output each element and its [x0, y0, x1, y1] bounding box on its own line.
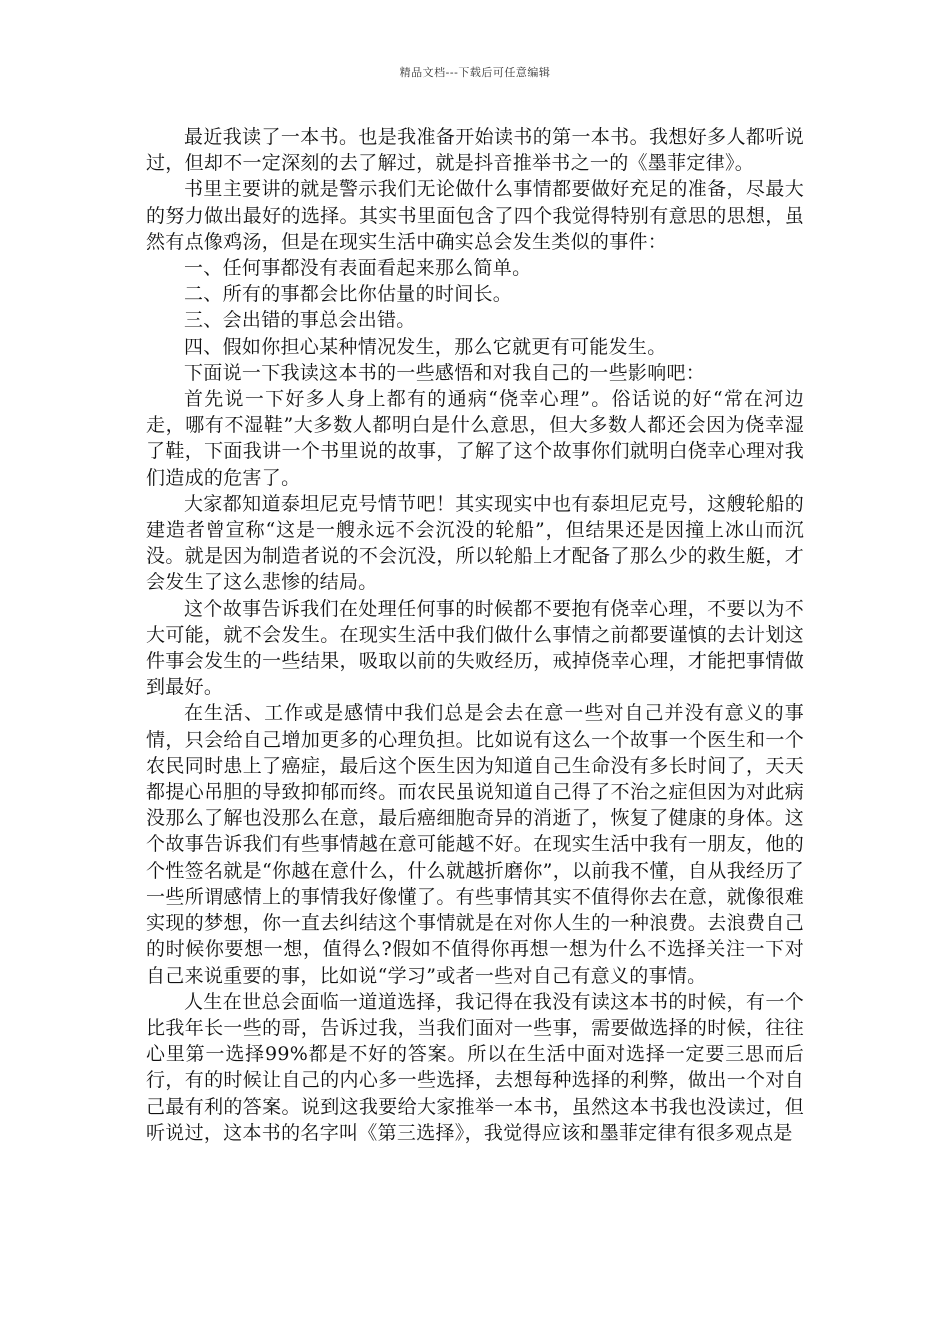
- page-header: 精品文档---下载后可任意编辑: [399, 66, 551, 79]
- paragraph-choices: 人生在世总会面临一道道选择，我记得在我没有读这本书的时候，有一个比我年长一些的哥，告诉过我，当我们面对一些事，需要做选择的时候，往往心里第一选择99%都是不好的答案。所以在生活中面对选择一定要三思而后行，有的时候让自己的内心多一些选择，去想每种选择的利弊，做出一个对自己最有利的答案。说到这我要给大家推举一本书，虽然这本书我也没读过，但听说过，这本书的名字叫《第三选择》，我觉得应该和墨菲定律有很多观点是: [146, 990, 804, 1144]
- list-item-2: 二、所有的事都会比你估量的时间长。: [184, 283, 513, 306]
- paragraph-lesson: 这个故事告诉我们在处理任何事的时候都不要抱有侥幸心理，不要以为不大可能，就不会发生。在现实生活中我们做什么事情之前都要谨慎的去计划这件事会发生的一些结果，吸取以前的失败经历，戒掉侥幸心理，才能把事情做到最好。: [146, 597, 804, 699]
- document-body: [146, 124, 804, 1146]
- paragraph-titanic: 大家都知道泰坦尼克号情节吧！其实现实中也有泰坦尼克号，这艘轮船的建造者曾宣称“这是一艘永远不会沉没的轮船”，但结果还是因撞上冰山而沉没。就是因为制造者说的不会沉没，所以轮船上才配备了那么少的救生艇，才会发生了这么悲惨的结局。: [146, 492, 804, 594]
- paragraph-caring: 在生活、工作或是感情中我们总是会去在意一些对自己并没有意义的事情，只会给自己增加更多的心理负担。比如说有这么一个故事一个医生和一个农民同时患上了癌症，最后这个医生因为知道自己生命没有多长时间了，天天都提心吊胆的导致抑郁而终。而农民虽说知道自己得了不治之症但因为对此病没那么了解也没那么在意，最后癌细胞奇异的消逝了，恢复了健康的身体。这个故事告诉我们有些事情越在意可能越不好。在现实生活中我有一朋友，他的个性签名就是“你越在意什么，什么就越折磨你”，以前我不懂，自从我经历了一些所谓感情上的事情我好像懂了。有些事情其实不值得你去在意，就像很难实现的梦想，你一直去纠结这个事情就是在对你人生的一种浪费。去浪费自己的时候你要想一想，值得么?假如不值得你再想一想为什么不选择关注一下对自己来说重要的事，比如说“学习”或者一些对自己有意义的事情。: [146, 702, 804, 987]
- paragraph-luck-mentality: 首先说一下好多人身上都有的通病“侥幸心理”。俗话说的好“常在河边走，哪有不湿鞋”大多数人都明白是什么意思，但大多数人都还会因为侥幸湿了鞋，下面我讲一个书里说的故事，了解了这个故事你们就明白侥幸心理对我们造成的危害了。: [146, 388, 804, 489]
- paragraph-intro: 最近我读了一本书。也是我准备开始读书的第一本书。我想好多人都听说过，但却不一定深刻的去了解过，就是抖音推举书之一的《墨菲定律》。: [146, 126, 804, 175]
- paragraph-summary: 书里主要讲的就是警示我们无论做什么事情都要做好充足的准备，尽最大的努力做出最好的选择。其实书里面包含了四个我觉得特别有意思的思想，虽然有点像鸡汤，但是在现实生活中确实总会发生类似的事件：: [146, 178, 804, 253]
- list-item-4: 四、假如你担心某种情况发生，那么它就更有可能发生。: [184, 335, 667, 358]
- list-item-1: 一、任何事都没有表面看起来那么简单。: [184, 257, 532, 280]
- paragraph-transition: 下面说一下我读这本书的一些感悟和对我自己的一些影响吧：: [184, 361, 706, 384]
- list-item-3: 三、会出错的事总会出错。: [184, 309, 416, 332]
